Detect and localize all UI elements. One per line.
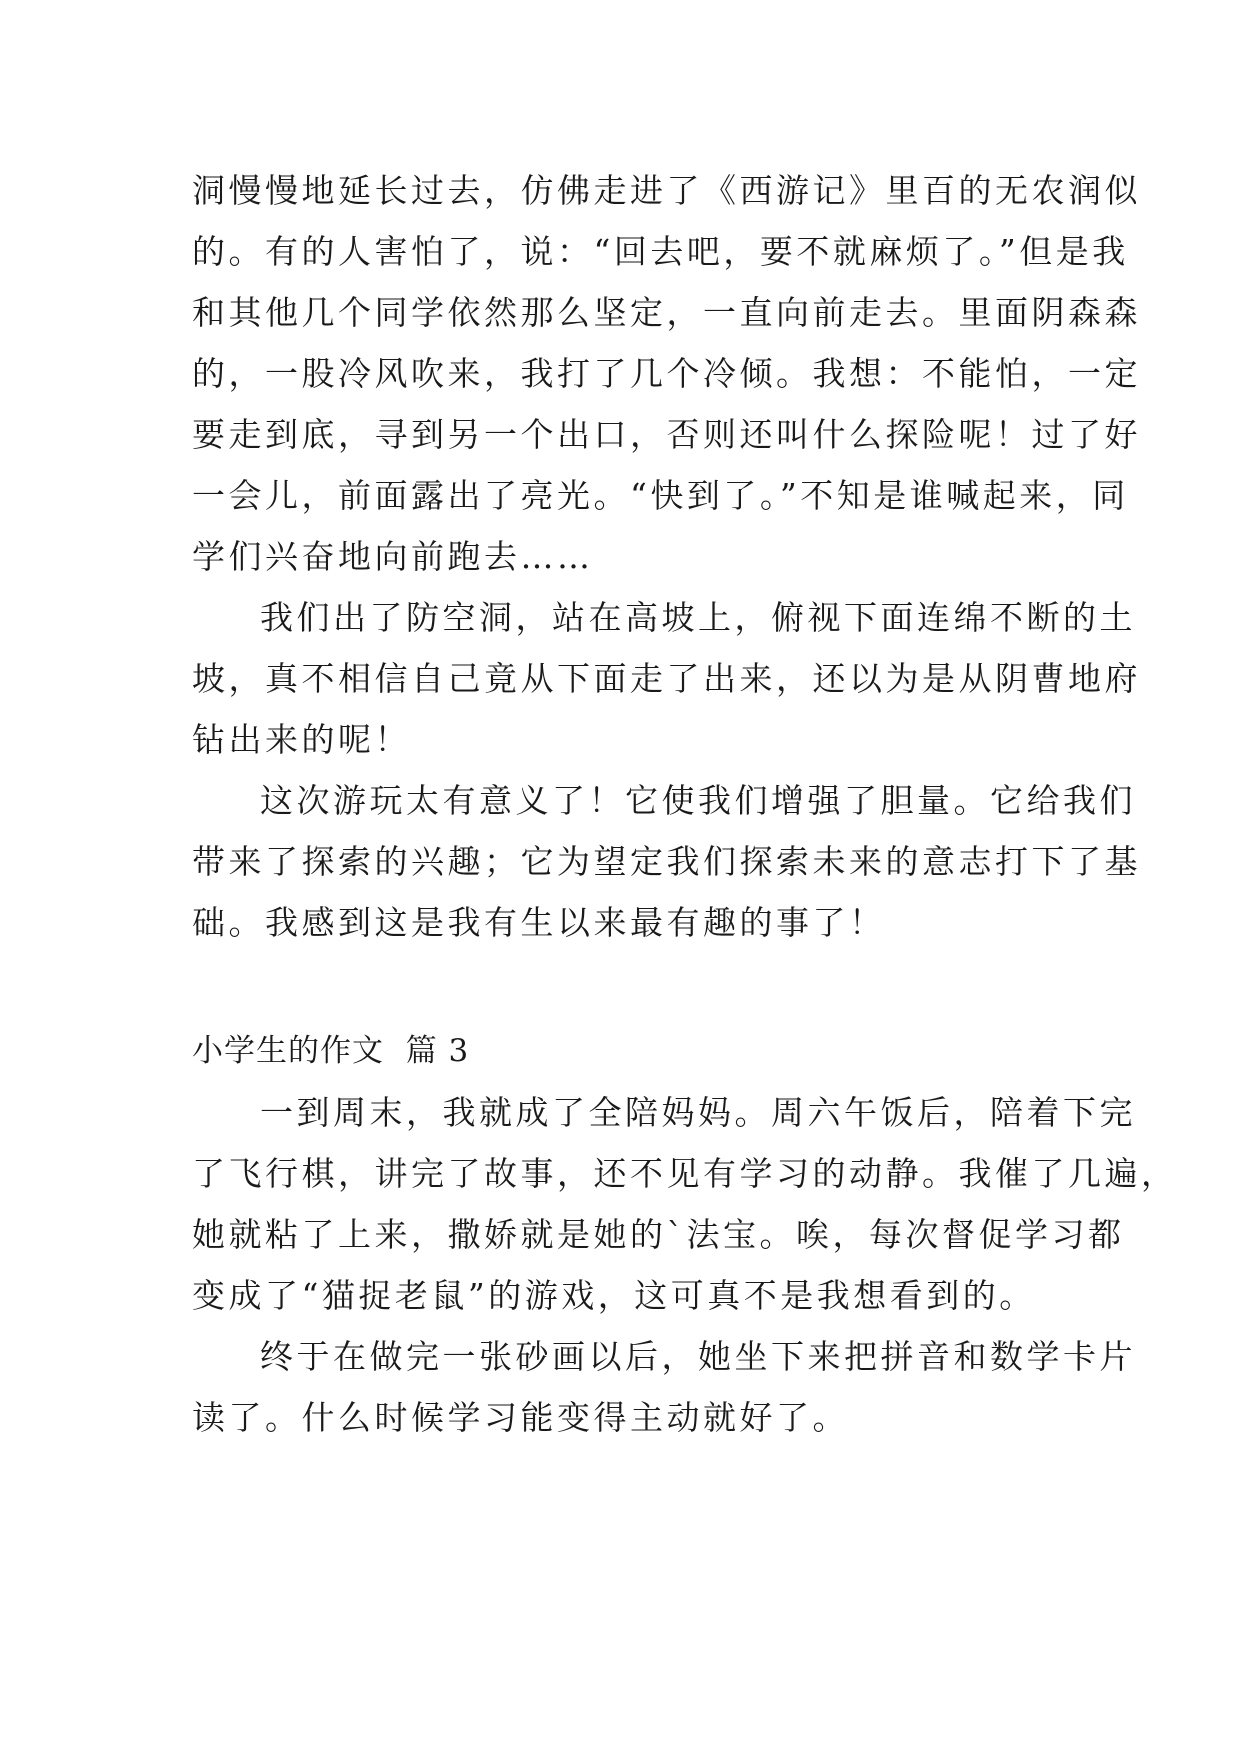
document-body (192, 160, 1178, 1448)
text-line: 学们兴奋地向前跑去…… (192, 537, 594, 576)
text-line: 钻出来的呢！ (192, 720, 411, 759)
section-heading: 小学生的作文 篇 3 (192, 1033, 470, 1069)
text-line: 的。有的人害怕了，说：“回去吧，要不就麻烦了。”但是我 (192, 232, 1129, 271)
text-line: 的，一股冷风吹来，我打了几个冷倾。我想：不能怕，一定 (192, 354, 1141, 393)
text-line: 一会儿，前面露出了亮光。“快到了。”不知是谁喊起来，同 (192, 476, 1129, 515)
text-line: 带来了探索的兴趣；它为望定我们探索未来的意志打下了基 (192, 842, 1141, 881)
paragraph (192, 587, 1141, 770)
text-line: 终于在做完一张砂画以后，她坐下来把拼音和数学卡片 (260, 1337, 1136, 1376)
text-line: 了飞行棋，讲完了故事，还不见有学习的动静。我催了几遍， (192, 1154, 1178, 1193)
paragraph (192, 1082, 1178, 1326)
text-line: 这次游玩太有意义了！它使我们增强了胆量。它给我们 (260, 781, 1136, 820)
text-line: 洞慢慢地延长过去，仿佛走进了《西游记》里百的无农润似 (192, 171, 1141, 210)
text-line: 础。我感到这是我有生以来最有趣的事了！ (192, 903, 886, 942)
text-line: 变成了“猫捉老鼠”的游戏，这可真不是我想看到的。 (192, 1276, 1036, 1315)
text-line: 一到周末，我就成了全陪妈妈。周六午饭后，陪着下完 (260, 1093, 1136, 1132)
text-line: 读了。什么时候学习能变得主动就好了。 (192, 1398, 849, 1437)
paragraph (192, 160, 1141, 587)
paragraph (192, 1326, 1136, 1448)
text-line: 坡，真不相信自己竟从下面走了出来，还以为是从阴曹地府 (192, 659, 1141, 698)
text-line: 要走到底，寻到另一个出口，否则还叫什么探险呢！过了好 (192, 415, 1141, 454)
paragraph (192, 770, 1141, 953)
text-line: 和其他几个同学依然那么坚定，一直向前走去。里面阴森森 (192, 293, 1141, 332)
text-line: 她就粘了上来，撒娇就是她的`法宝。唉，每次督促学习都 (192, 1215, 1125, 1254)
text-line: 我们出了防空洞，站在高坡上，俯视下面连绵不断的土 (260, 598, 1136, 637)
